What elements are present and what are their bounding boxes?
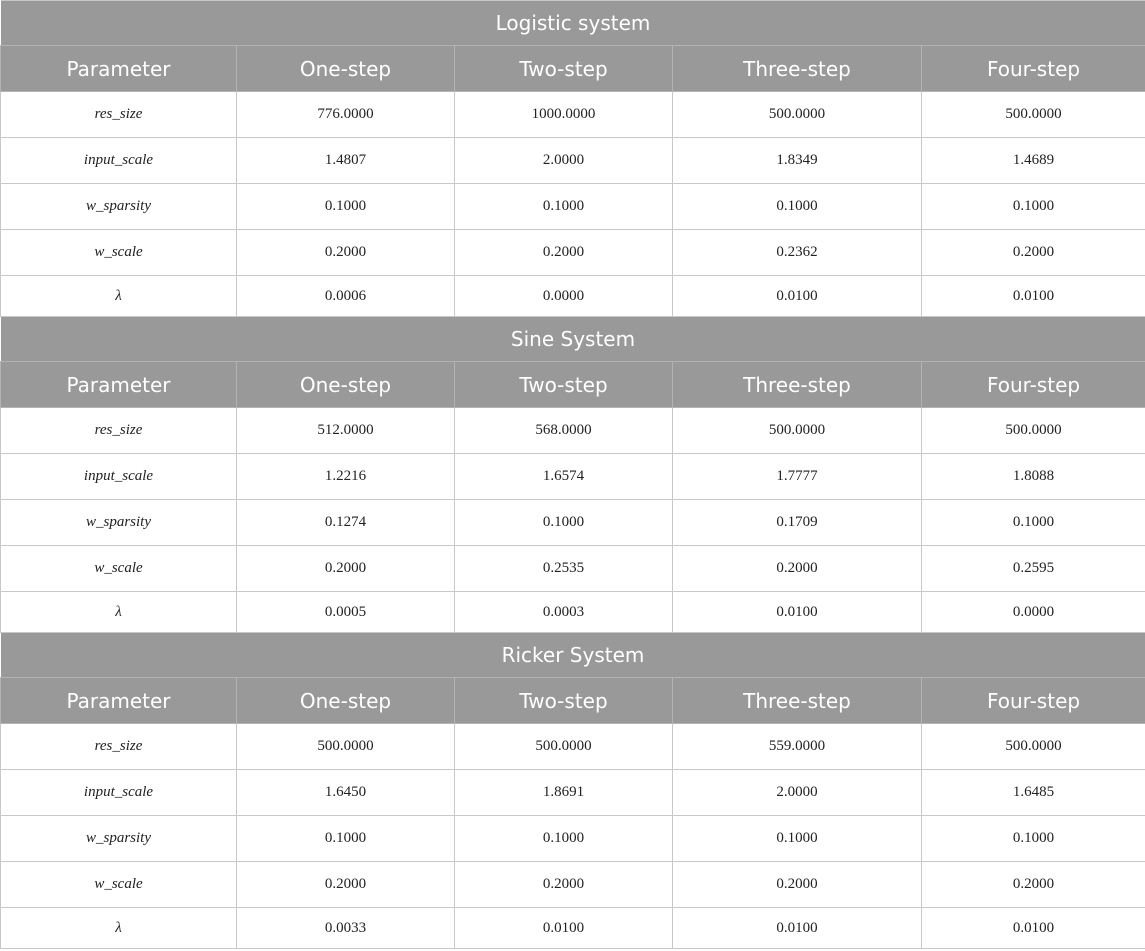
header-step: Four-step — [922, 362, 1145, 408]
value-cell: 0.1000 — [455, 500, 673, 546]
parameter-name-cell: w_sparsity — [1, 500, 237, 546]
parameter-name-cell: res_size — [1, 408, 237, 454]
value-cell: 776.0000 — [237, 92, 455, 138]
section-title: Sine System — [1, 317, 1145, 362]
value-cell: 1.6574 — [455, 454, 673, 500]
value-cell: 0.2595 — [922, 546, 1145, 592]
value-cell: 0.0100 — [455, 908, 673, 949]
value-cell: 0.2362 — [673, 230, 922, 276]
parameter-name-cell: λ — [1, 908, 237, 949]
value-cell: 0.2535 — [455, 546, 673, 592]
parameter-name-cell: w_scale — [1, 862, 237, 908]
value-cell: 0.1000 — [237, 816, 455, 862]
parameters-table-body — [1, 1, 1145, 949]
value-cell: 0.1000 — [673, 816, 922, 862]
header-step: Three-step — [673, 46, 922, 92]
value-cell: 559.0000 — [673, 724, 922, 770]
table-row — [1, 454, 1145, 500]
value-cell: 0.2000 — [673, 862, 922, 908]
header-step: Two-step — [455, 362, 673, 408]
section-title: Ricker System — [1, 633, 1145, 678]
value-cell: 0.0100 — [673, 908, 922, 949]
table-row — [1, 276, 1145, 317]
parameter-name-cell: w_sparsity — [1, 184, 237, 230]
value-cell: 1.4807 — [237, 138, 455, 184]
value-cell: 568.0000 — [455, 408, 673, 454]
value-cell: 0.1000 — [455, 816, 673, 862]
value-cell: 0.0000 — [455, 276, 673, 317]
parameter-name-cell: λ — [1, 592, 237, 633]
value-cell: 0.2000 — [237, 230, 455, 276]
value-cell: 0.1274 — [237, 500, 455, 546]
section-title-row — [1, 1, 1145, 46]
section-title-row — [1, 317, 1145, 362]
value-cell: 0.1000 — [922, 500, 1145, 546]
header-parameter: Parameter — [1, 362, 237, 408]
value-cell: 500.0000 — [673, 92, 922, 138]
parameter-name-cell: w_sparsity — [1, 816, 237, 862]
value-cell: 500.0000 — [237, 724, 455, 770]
value-cell: 0.2000 — [455, 862, 673, 908]
parameter-name-cell: input_scale — [1, 454, 237, 500]
parameter-name-cell: λ — [1, 276, 237, 317]
value-cell: 0.1000 — [922, 184, 1145, 230]
value-cell: 0.1000 — [455, 184, 673, 230]
table-row — [1, 138, 1145, 184]
value-cell: 0.1709 — [673, 500, 922, 546]
parameter-name-cell: input_scale — [1, 770, 237, 816]
value-cell: 0.1000 — [673, 184, 922, 230]
header-step: Four-step — [922, 678, 1145, 724]
value-cell: 0.0000 — [922, 592, 1145, 633]
value-cell: 2.0000 — [673, 770, 922, 816]
header-step: Three-step — [673, 678, 922, 724]
header-parameter: Parameter — [1, 46, 237, 92]
parameter-name-cell: w_scale — [1, 546, 237, 592]
value-cell: 1.7777 — [673, 454, 922, 500]
value-cell: 1.6450 — [237, 770, 455, 816]
table-row — [1, 770, 1145, 816]
parameter-name-cell: res_size — [1, 92, 237, 138]
value-cell: 0.1000 — [922, 816, 1145, 862]
value-cell: 1.4689 — [922, 138, 1145, 184]
value-cell: 500.0000 — [455, 724, 673, 770]
value-cell: 0.0100 — [673, 592, 922, 633]
value-cell: 0.2000 — [237, 862, 455, 908]
value-cell: 0.0033 — [237, 908, 455, 949]
value-cell: 1.6485 — [922, 770, 1145, 816]
value-cell: 500.0000 — [673, 408, 922, 454]
value-cell: 1.2216 — [237, 454, 455, 500]
header-step: One-step — [237, 362, 455, 408]
value-cell: 1.8691 — [455, 770, 673, 816]
table-row — [1, 592, 1145, 633]
table-row — [1, 408, 1145, 454]
header-step: Three-step — [673, 362, 922, 408]
value-cell: 0.0100 — [673, 276, 922, 317]
table-row — [1, 500, 1145, 546]
value-cell: 0.0005 — [237, 592, 455, 633]
column-header-row — [1, 362, 1145, 408]
table-row — [1, 92, 1145, 138]
value-cell: 0.2000 — [455, 230, 673, 276]
value-cell: 0.2000 — [922, 230, 1145, 276]
value-cell: 0.2000 — [237, 546, 455, 592]
section-title-row — [1, 633, 1145, 678]
value-cell: 0.0006 — [237, 276, 455, 317]
header-parameter: Parameter — [1, 678, 237, 724]
value-cell: 0.0003 — [455, 592, 673, 633]
column-header-row — [1, 678, 1145, 724]
table-row — [1, 908, 1145, 949]
header-step: One-step — [237, 46, 455, 92]
parameter-name-cell: w_scale — [1, 230, 237, 276]
column-header-row — [1, 46, 1145, 92]
value-cell: 0.0100 — [922, 276, 1145, 317]
section-title: Logistic system — [1, 1, 1145, 46]
value-cell: 0.0100 — [922, 908, 1145, 949]
table-row — [1, 816, 1145, 862]
value-cell: 1.8088 — [922, 454, 1145, 500]
value-cell: 500.0000 — [922, 408, 1145, 454]
value-cell: 500.0000 — [922, 724, 1145, 770]
value-cell: 1.8349 — [673, 138, 922, 184]
value-cell: 512.0000 — [237, 408, 455, 454]
table-row — [1, 230, 1145, 276]
value-cell: 0.2000 — [673, 546, 922, 592]
value-cell: 0.2000 — [922, 862, 1145, 908]
header-step: Four-step — [922, 46, 1145, 92]
table-row — [1, 862, 1145, 908]
table-row — [1, 546, 1145, 592]
value-cell: 2.0000 — [455, 138, 673, 184]
value-cell: 1000.0000 — [455, 92, 673, 138]
table-row — [1, 184, 1145, 230]
value-cell: 0.1000 — [237, 184, 455, 230]
parameter-name-cell: input_scale — [1, 138, 237, 184]
header-step: One-step — [237, 678, 455, 724]
table-row — [1, 724, 1145, 770]
header-step: Two-step — [455, 678, 673, 724]
header-step: Two-step — [455, 46, 673, 92]
parameter-name-cell: res_size — [1, 724, 237, 770]
value-cell: 500.0000 — [922, 92, 1145, 138]
